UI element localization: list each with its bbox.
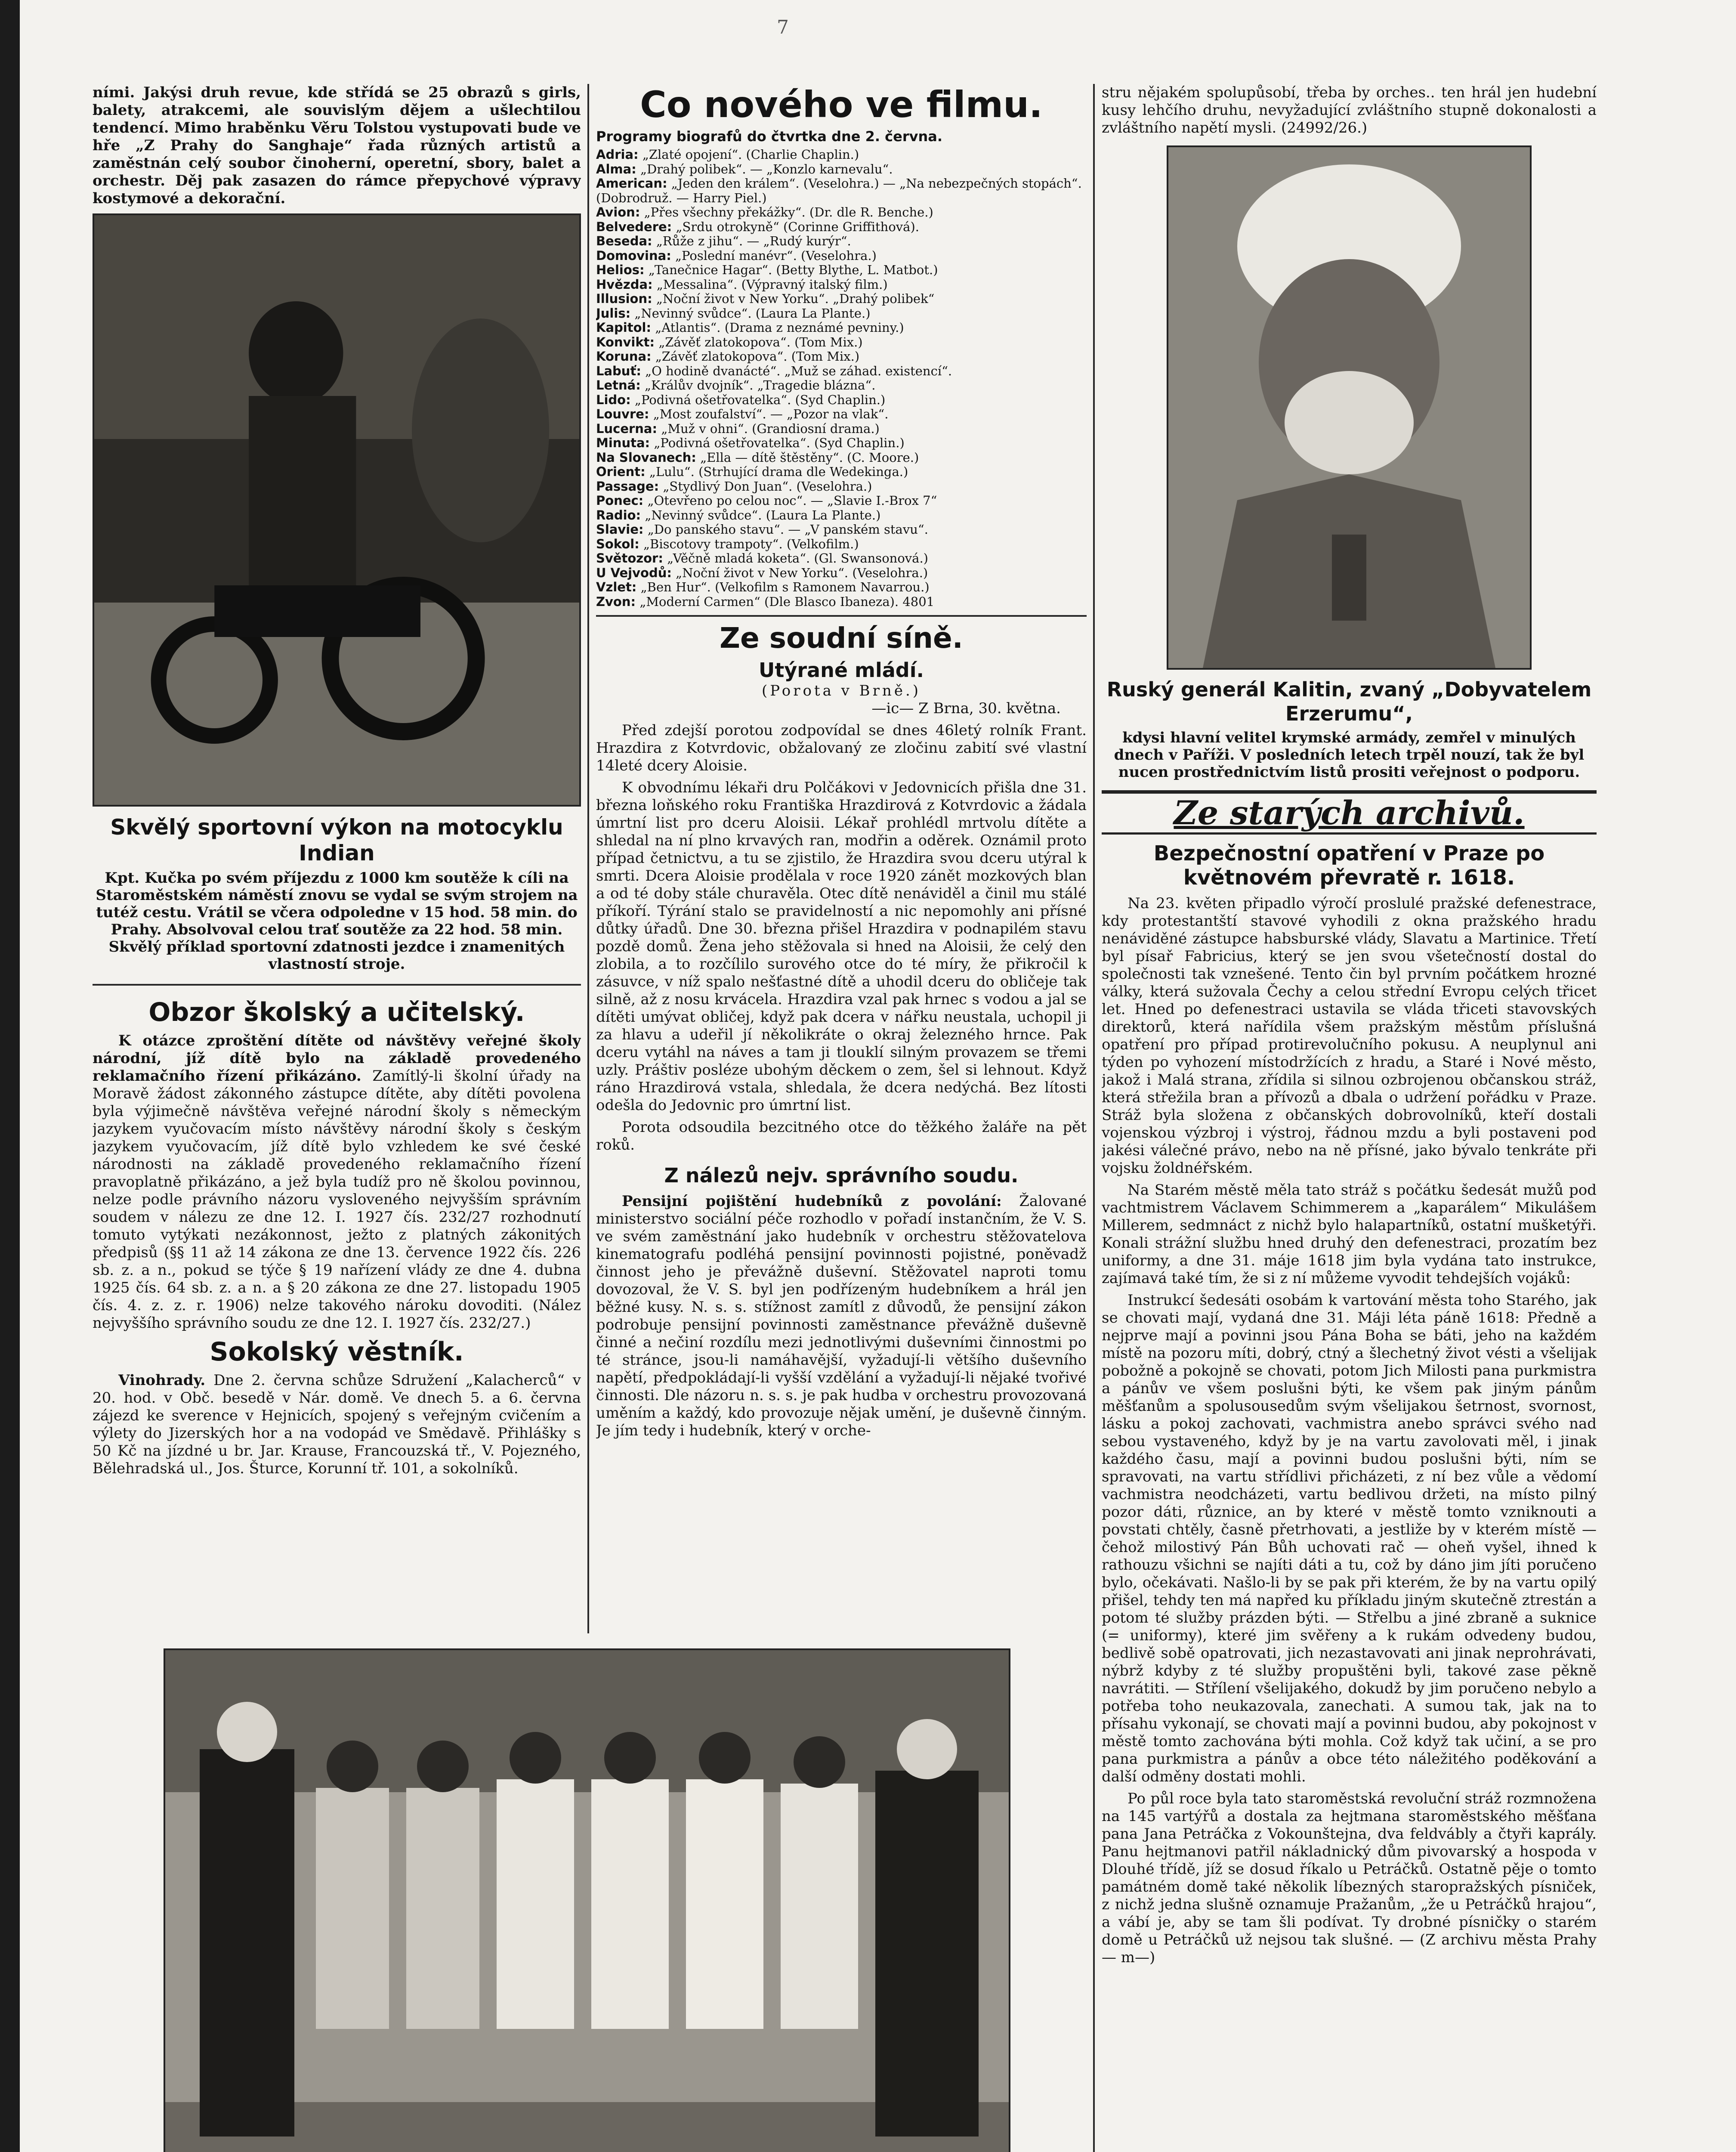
column-left (93, 84, 581, 1646)
school-body: Zamítlý-li školní úřady na Moravě žádost zákonného zástupce dítěte, aby dítěti povolena byla výjimečně návštěva veřejné národní školy s německým jazykem vyučovacím místo návštěvy národní školy s českým jazykem vyučovacím, jíž dítě bylo vzhledem ke své české národnosti na základě provedeného reklamačního řízení pravoplatně přikázáno, a jež byla tudíž pro ně školou povinnou, nelze podle právního názoru vysloveného nejvyšším správním soudem v nálezu ze dne 12. I. 1927 čís. 232/27 rozhodnutí tomuto vytýkati nezákonnost, ježto z platných zákonitých předpisů (§§ 11 až 14 zákona ze dne 13. července 1922 čís. 226 sb. z. a n., pokud se týče § 19 nařízení vlády ze dne 4. dubna 1925 čís. 64 sb. z. a n. a § 20 zákona ze dne 27. listopadu 1905 čís. 4. z. z. r. 1906) nelze takového nároku dovoditi. (Nález nejvyššího správního soudu ze dne 12. I. 1927 čís. 232/27.) (93, 1067, 581, 1332)
film-entry: Světozor: „Věčně mladá koketa“. (Gl. Swansonová.) (596, 551, 928, 566)
motorcycle-title: Skvělý sportovní výkon na motocyklu Indian (110, 815, 563, 866)
sokol-heading: Sokolský věstník. (210, 1337, 464, 1367)
pension-body: Žalované ministerstvo sociální péče rozhodlo v pořadí instančním, že V. S. ve svém zaměstnání jako hudebník v orchestru stěžovatelova kinematografu podléhá pensijní povinnosti pojistné, poněvadž činnost jeho je převážně duševní. Stěžovatel naproti tomu dovozoval, že V. S. byl jen podřízeným hudebníkem a hrál jen běžné kusy. N. s. s. stížnost zamítl z důvodů, že pensijní zákon podrobuje pensijní povinnosti zaměstnance převážně duševně činné a nečiní rozdílu mezi jednotlivými duševními činnostmi po té stránce, jsou-li namáhavější, vyžadují-li většího duševního napětí, předpokládají-li vyšší vzdělání a vyžadují-li nějaké tvořivé činnosti. Dle názoru n. s. s. je pak hudba v orchestru provozovaná uměním a každý, kdo provozuje nějak umění, je duševně činným. Je jím tedy i hudebník, který v orche- (596, 1193, 1087, 1439)
film-entry: Na Slovanech: „Ella — dítě štěstěny“. (C. Moore.) (596, 450, 919, 465)
page-number: 7 (777, 16, 789, 38)
archive-paragraph: Instrukcí šedesáti osobám k vartování města toho Starého, jak se chovati mají, vydaná dne 31. Máji léta páně 1618: Předně a nejprve mají a povinni jsou Pána Boha se báti, jeho na každém místě na pozoru míti, dobrý, ctný a šlechetný život vésti a všelijak pobožně a pokojně se chovati, potom Jich Milosti pana purkmistra a pánův ve všem poslušni býti, ke všem pak jiným pánům měšťanům a spolusousedům svým všelijakou šetrnost, svornost, lásku a pokoj zachovati, vachmistra anebo správci svého nad sebou vystaveného, když by je na vartu zavolovati měl, i jinak každého času, mají a povinni budou poslušni býti, ním se spravovati, na vartu střídlivi přicházeti, z ní bez vůle a vědomí vachmistra neodcházeti, vartu bedlivou držeti, na místo pilný pozor dáti, různice, an by které v městě tomto vzniknouti a povstati chtěly, časně přetrhovati, a jestliže by v kterém místě — čehož milostivý Pán Bůh uchovati rač — oheň vyšel, ihned k rathouzu všichni se najíti dáti a tu, což by dáno jim jíti poručeno bylo, očekávati. Našlo-li by se pak při kterém, že by na vartu opilý přišel, tehdy ten má napřed ku příkladu jiným skutečně ztrestán a potom té služby prázden býti. — Střelbu a jiné zbraně a suknice (= uniformy), které jim svěřeny a k rukám odvedeny budou, bedlivě sobě opatrovati, jich nezastavovati ani jinak neprohrávati, nýbrž kdyby z té služby propuštěni byli, takové zase pěkně navrátiti. — Střílení všelijakého, dokudž by jim poručeno nebylo a potřeba toho neukazovala, zanechati. A sumou tak, jak na to přísahu vykonají, se chovati mají a povinni budou, aby pokojnost v městě tomto zachována býti mohla. Což když tak učiní, a se pro pana purkmistra a pánův a obce této náležitého poděkování a další odměny dostati mohli. (1102, 1292, 1597, 1785)
column-rule (1093, 84, 1095, 2152)
court-paragraph: Porota odsoudila bezcitného otce do těžkého žaláře na pět roků. (596, 1119, 1087, 1153)
film-program-list (596, 148, 1087, 609)
film-entry: Illusion: „Noční život v New Yorku“. „Drahý polibek“ (596, 292, 935, 306)
court-dateline: —ic— Z Brna, 30. května. (871, 700, 1061, 717)
film-entry: Vzlet: „Ben Hur“. (Velkofilm s Ramonem Navarrou.) (596, 580, 930, 594)
pension-continuation: stru nějakém spolupůsobí, třeba by orches.. ten hrál jen hudební kusy lehčího druhu, nevyžadující zvláštního stupně dokonalosti a zvláštního napětí mysli. (24992/26.) (1102, 84, 1597, 136)
film-entry: Avion: „Přes všechny překážky“. (Dr. dle R. Benche.) (596, 205, 933, 220)
motorcycle-caption: Kpt. Kučka po svém příjezdu z 1000 km soutěže k cíli na Staroměstském náměstí znovu se vydal se svým strojem na tutéž cestu. Vrátil se včera odpoledne v 15 hod. 58 min. do Prahy. Absolvoval celou trať soutěže za 22 hod. 58 min. Skvělý příklad sportovní zdatnosti jezdce i znamenitých vlastností stroje. (96, 869, 578, 973)
column-right (1102, 84, 1597, 2152)
film-entry: Kapitol: „Atlantis“. (Drama z neznámé pevniny.) (596, 321, 904, 335)
motorcycle-photo (93, 213, 581, 807)
column-middle (596, 84, 1087, 1633)
archive-banner: Ze starých archivů. (1102, 790, 1597, 835)
school-heading: Obzor školský a učitelský. (148, 997, 525, 1027)
athletics-photo (164, 1648, 1010, 2152)
film-program-head: Programy biografů do čtvrtka dne 2. června. (596, 128, 943, 145)
film-entry: Koruna: „Závěť zlatokopova“. (Tom Mix.) (596, 349, 860, 364)
film-entry: Helios: „Tanečnice Hagar“. (Betty Blythe, L. Matbot.) (596, 263, 938, 277)
divider (596, 615, 1087, 617)
court-paragraph: Před zdejší porotou zodpovídal se dnes 46letý rolník Frant. Hrazdira z Kotvrdovic, obžalovaný ze zločinu zabití své vlastní 14leté dcery Aloisie. (596, 722, 1087, 774)
archive-paragraph: Po půl roce byla tato staroměstská revoluční stráž rozmnožena na 145 vartýřů a dostala za hejtmana staroměstského měšťana pana Jana Petráčka z Vokounštejna, dva feldvábly a čtyři kaprály. Panu hejtmanovi patřil nákladnický dům pivovarský a hospoda v Dlouhé třídě, jíž se dosud říkalo u Petráčků. Ostatně pěje o tomto památném domě také několik líbezných staropražských písniček, z nichž jedna slušně oznamuje Pražanům, „že u Petráčků hrajou“, a vábí je, aby se tam šli podívat. Ty drobné písničky o starém domě u Petráčků už nejsou tak slušné. — (Z archivu města Prahy — m—) (1102, 1790, 1597, 1966)
film-entry: Belvedere: „Srdu otrokyně“ (Corinne Griffithová). (596, 220, 919, 234)
film-entry: Alma: „Drahý polibek“. — „Konzlo karnevalu“. (596, 162, 893, 176)
court-subtitle: Utýrané mládí. (759, 659, 924, 682)
motorcycle-illustration (94, 215, 579, 805)
court-note: (Porota v Brně.) (761, 682, 921, 699)
pension-lead: Pensijní pojištění hudebníků z povolání: (622, 1193, 1002, 1210)
film-entry: Domovina: „Poslední manévr“. (Veselohra.) (596, 248, 877, 263)
pension-heading: Z nálezů nejv. správního soudu. (664, 1164, 1019, 1187)
general-illustration (1168, 147, 1530, 668)
column-rule (587, 84, 589, 1633)
court-heading: Ze soudní síně. (720, 621, 963, 655)
sokol-body: Dne 2. června schůze Sdružení „Kalacherců“ v 20. hod. v Obč. besedě v Nár. domě. Ve dnech 5. a 6. června zájezd ke sverence v Hejnicích, spojený s veřejným cvičením a výlety do Jizerských hor a na vodopád ve Smědavě. Přihlášky s 50 Kč na jízdné u br. Jar. Krause, Francouzská tř., V. Pojezného, Bělehradská ul., Jos. Šturce, Korunní tř. 101, a sokolníků. (93, 1372, 581, 1477)
archive-heading: Bezpečnostní opatření v Praze po květnovém převratě r. 1618. (1153, 841, 1545, 890)
archive-paragraph: Na 23. květen připadlo výročí proslulé pražské defenestrace, kdy protestantští stavové vyhodili z okna pražského hradu nenáviděné zástupce habsburské vlády, Slavatu a Martinice. Třetí byl písař Fabricius, který se jen svou všetečností dostal do společnosti tak vznešené. Tento čin byl prvním počátkem hrozné války, která sužovala Čechy a celou střední Evropu celých třicet let. Hned po defenestraci ustavila se vláda třiceti stavovských direktorů, která nařídila všem pražským městům příslušná opatření pro případ protirevolučního pokusu. A neuplynul ani týden po vyhození místodržících z hradu, a Staré i Nové město, jakož i Malá strana, zřídila si silnou ozbrojenou občanskou stráž, která střežila bran a přívozů a dbala o udržení pořádku v Praze. Stráž byla složena z občanských dobrovolníků, kteří dostali vojenskou výzbroj i výstroj, řádnou mzdu a byli postaveni pod jakési válečné právo, nebo na ně přísné, jako bývalo tenkráte při vojsku žoldnéřském. (1102, 895, 1597, 1177)
school-lead: K otázce zproštění dítěte od návštěvy veřejné školy národní, jíž dítě bylo na základě provedeného reklamačního řízení přikázáno. (93, 1032, 581, 1085)
film-heading: Co nového ve filmu. (640, 84, 1043, 126)
athletics-illustration (165, 1650, 1009, 2152)
film-entry: American: „Jeden den králem“. (Veselohra.) — „Na nebezpečných stopách“. (Dobrodruž. — Harry Piel.) (596, 176, 1082, 205)
film-entry: Adria: „Zlaté opojení“. (Charlie Chaplin.) (596, 148, 859, 162)
film-entry: Sokol: „Biscotovy trampoty“. (Velkofilm.) (596, 537, 859, 551)
sokol-lead: Vinohrady. (118, 1372, 206, 1389)
general-title: Ruský generál Kalitin, zvaný „Dobyvatelem Erzerumu“, (1106, 678, 1592, 725)
film-entry: Slavie: „Do panského stavu“. — „V panském stavu“. (596, 523, 928, 537)
scan-edge (0, 0, 20, 2152)
film-entry: Minuta: „Podivná ošetřovatelka“. (Syd Chaplin.) (596, 436, 905, 450)
film-entry: Passage: „Stydlivý Don Juan“. (Veselohra.) (596, 479, 872, 494)
divider (93, 984, 581, 986)
general-portrait (1167, 145, 1532, 670)
film-entry: U Vejvodů: „Noční život v New Yorku“. (Veselohra.) (596, 566, 928, 580)
film-entry: Lucerna: „Muž v ohni“. (Grandiosní drama.) (596, 421, 880, 436)
film-entry: Ponec: „Otevřeno po celou noc“. — „Slavie I.-Brox 7“ (596, 494, 937, 508)
film-entry: Orient: „Lulu“. (Strhující drama dle Wedekinga.) (596, 465, 908, 479)
film-entry: Beseda: „Růže z jihu“. — „Rudý kurýr“. (596, 234, 851, 248)
court-paragraph: K obvodnímu lékaři dru Polčákovi v Jedovnicích přišla dne 31. března loňského roku Františka Hrazdirová z Kotvrdovic a žádala úmrtní list pro dceru Aloisii. Lékař prohlédl mrtvolu dítěte a shledal na ní plno krvavých ran, modřin a oděrek. Oznámil proto případ četnictvu, a tu se zjistilo, že Hrazdira svou dceru utýral k smrti. Dcera Aloisie prodělala v roce 1920 zánět mozkových blan a od té doby stále churavěla. Otec dítě nenáviděl a činil mu stálé příkoří. Týrání stalo se pravidelností a nic nepomohly ani přísné důtky úřadů. Dne 30. března přišel Hrazdira v podnapilém stavu pozdě domů. Žena jeho stěžovala si hned na Aloisii, že celý den zlobila, a to rozčílilo surového otce do té míry, že přikročil k zásuvce, v níž spalo nešťastné dítě a uhodil dceru do obličeje tak silně, až z nosu krvácela. Hrazdira vzal pak hrnec s vodou a jal se dítěti umývat obličej, když pak dcera v nářku neustala, uchopil ji za hlavu a udeřil jí několikráte o okraj železného hrnce. Pak dceru vytáhl na náves a tam ji tlouklí silným provazem se třemi uzly. Práštiv posléze ubohým děckem o zem, šel si lehnout. Když ráno Hrazdirová vstala, shledala, že dcera nedýchá. Bez lítosti odešla do Jedovnic pro úmrtní list. (596, 779, 1087, 1114)
archive-paragraph: Na Starém městě měla tato stráž s počátku šedesát mužů pod vachtmistrem Václavem Schimmerem a „kaparálem“ Mikulášem Millerem, sedmnáct z nichž bylo halapartníků, ostatní mušketýři. Konali strážní službu hned druhý den defenestraci, prozatím bez uniformy, a dne 31. máje 1618 jim byla vydána tato instrukce, zajímavá také tím, že si z ní můžeme vyvodit tehdejších vojáků: (1102, 1181, 1597, 1287)
film-entry: Konvikt: „Závěť zlatokopova“. (Tom Mix.) (596, 335, 863, 349)
film-entry: Louvre: „Most zoufalství“. — „Pozor na vlak“. (596, 407, 889, 421)
film-entry: Radio: „Nevinný svůdce“. (Laura La Plante.) (596, 508, 881, 523)
film-entry: Letná: „Králův dvojník“. „Tragedie blázna“. (596, 378, 876, 393)
film-entry: Lido: „Podivná ošetřovatelka“. (Syd Chaplin.) (596, 393, 886, 407)
film-entry: Zvon: „Moderní Carmen“ (Dle Blasco Ibaneza). 4801 (596, 594, 935, 609)
film-entry: Julis: „Nevinný svůdce“. (Laura La Plante.) (596, 306, 871, 321)
general-caption: kdysi hlavní velitel krymské armády, zemřel v minulých dnech v Paříži. V posledních letech trpěl nouzí, tak že byl nucen prostřednictvím listů prositi veřejnost o podporu. (1114, 729, 1585, 781)
revue-paragraph: ními. Jakýsi druh revue, kde střídá se 25 obrazů s girls, balety, atrakcemi, ale souvislým dějem a ušlechtilou tendencí. Mimo hraběnku Věru Tolstou vystupovati bude ve hře „Z Prahy do Sanghaje“ řada různých artistů a zaměstnán celý soubor činoherní, operetní, sbory, balet a orchestr. Děj pak zasazen do rámce přepychové výpravy kostymové a dekorační. (93, 84, 581, 207)
film-entry: Labuť: „O hodině dvanácté“. „Muž se záhad. existencí“. (596, 364, 952, 378)
film-entry: Hvězda: „Messalina“. (Výpravný italský film.) (596, 277, 888, 292)
